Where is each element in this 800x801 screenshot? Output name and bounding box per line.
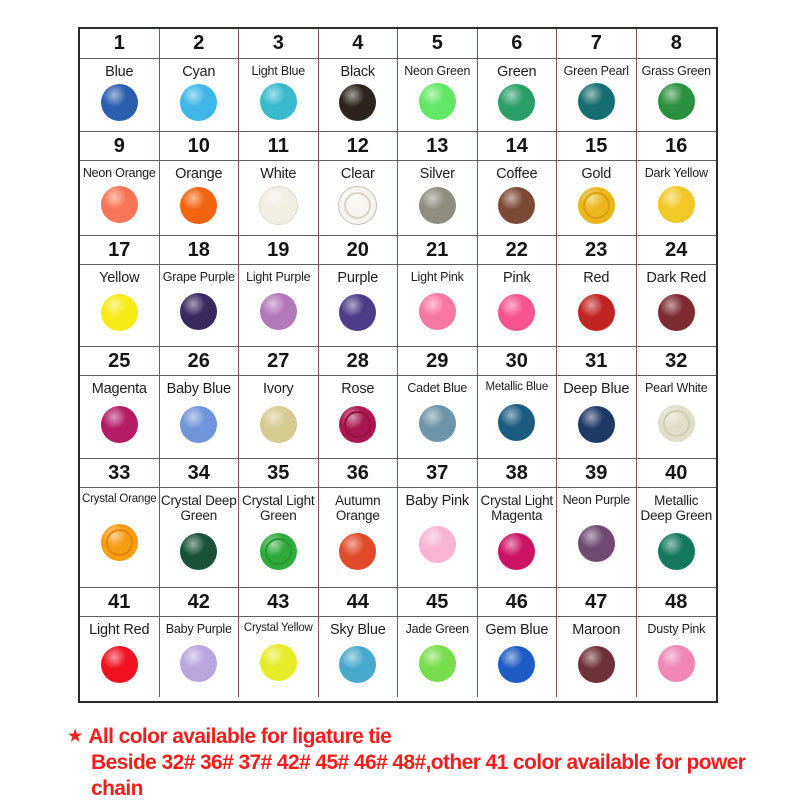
color-name: Baby Purple	[165, 622, 232, 636]
color-cell	[398, 488, 478, 587]
color-name: Pink	[503, 270, 531, 286]
color-number: 8	[637, 29, 717, 59]
color-dot	[339, 646, 376, 683]
color-dot	[101, 646, 138, 683]
color-dot	[578, 406, 615, 443]
color-name: Jade Green	[405, 622, 469, 636]
color-name: Yellow	[99, 270, 140, 286]
color-cell	[160, 265, 240, 346]
color-dot	[658, 83, 695, 120]
color-dot	[658, 186, 695, 223]
color-name: Light Purple	[246, 270, 311, 284]
color-dot	[180, 187, 217, 224]
color-name: Dusty Pink	[647, 622, 706, 636]
star-icon: ★	[68, 728, 83, 745]
dot-inner-ring	[344, 192, 371, 219]
color-dot	[101, 84, 138, 121]
color-name: Clear	[340, 166, 375, 182]
color-number: 1	[80, 29, 160, 59]
color-number: 21	[398, 235, 478, 265]
color-dot	[419, 293, 456, 330]
color-number: 6	[478, 29, 558, 59]
dot-inner-ring	[663, 410, 690, 437]
color-number: 25	[80, 346, 160, 376]
color-cell	[637, 59, 717, 131]
color-dot	[180, 533, 217, 570]
color-cell	[478, 376, 558, 458]
color-name: Orange	[175, 166, 223, 182]
color-dot	[260, 83, 297, 120]
color-dot	[498, 646, 535, 683]
color-dot	[339, 533, 376, 570]
color-number: 24	[637, 235, 717, 265]
color-cell	[478, 265, 558, 346]
color-cell	[239, 59, 319, 131]
color-name: Crystal Yellow	[243, 622, 313, 634]
color-number: 10	[160, 131, 240, 161]
color-number: 34	[160, 458, 240, 488]
color-cell	[160, 617, 240, 697]
color-name: Crystal Light Green	[242, 493, 315, 524]
color-number: 40	[637, 458, 717, 488]
color-cell	[80, 617, 160, 697]
color-number: 15	[557, 131, 637, 161]
color-number: 22	[478, 235, 558, 265]
color-cell	[637, 265, 717, 346]
color-name: Light Red	[89, 622, 150, 638]
color-name: Dark Yellow	[644, 166, 708, 180]
color-cell	[557, 376, 637, 458]
color-name: Gem Blue	[485, 622, 549, 638]
color-cell	[239, 376, 319, 458]
color-number: 31	[557, 346, 637, 376]
color-cell	[637, 376, 717, 458]
color-number: 18	[160, 235, 240, 265]
color-name: Neon Orange	[82, 166, 156, 180]
color-cell	[557, 488, 637, 587]
dot-inner-ring	[344, 411, 371, 438]
color-swatch-table	[78, 27, 718, 703]
color-number: 30	[478, 346, 558, 376]
footer-line1	[68, 724, 800, 750]
color-name: White	[260, 166, 297, 182]
color-number: 16	[637, 131, 717, 161]
color-name: Sky Blue	[329, 622, 386, 638]
color-name: Neon Purple	[562, 493, 630, 507]
color-dot	[180, 293, 217, 330]
color-dot	[101, 186, 138, 223]
color-name: Crystal Deep Green	[160, 493, 237, 524]
color-cell	[478, 617, 558, 697]
color-name: Magenta	[91, 381, 147, 397]
color-cell	[557, 59, 637, 131]
color-number: 41	[80, 587, 160, 617]
color-dot	[260, 406, 297, 443]
color-dot	[419, 526, 456, 563]
color-dot	[658, 405, 695, 442]
color-cell	[239, 488, 319, 587]
color-number: 2	[160, 29, 240, 59]
color-number: 3	[239, 29, 319, 59]
color-name: Cadet Blue	[407, 381, 468, 395]
color-cell	[319, 617, 399, 697]
footer-line1-text: All color available for ligature tie	[88, 725, 392, 748]
color-name: Grass Green	[641, 64, 711, 78]
color-number: 44	[319, 587, 399, 617]
color-name: Gold	[581, 166, 612, 182]
color-cell	[478, 161, 558, 235]
color-cell	[398, 617, 478, 697]
color-number: 13	[398, 131, 478, 161]
color-number: 17	[80, 235, 160, 265]
color-dot	[578, 294, 615, 331]
color-number: 33	[80, 458, 160, 488]
color-name: Light Blue	[251, 64, 306, 78]
color-cell	[637, 488, 717, 587]
color-cell	[160, 376, 240, 458]
color-name: Crystal Light Magenta	[480, 493, 553, 524]
color-dot	[498, 84, 535, 121]
color-name: Dark Red	[646, 270, 707, 286]
color-cell	[80, 161, 160, 235]
color-number: 28	[319, 346, 399, 376]
footer-line2-text: Beside 32# 36# 37# 42# 45# 46# 48#,other 41 color available for power chain	[91, 750, 746, 800]
footer-note	[68, 724, 800, 801]
color-cell	[319, 488, 399, 587]
color-name: Blue	[105, 64, 134, 80]
color-name: Deep Blue	[563, 381, 630, 397]
color-dot	[101, 524, 138, 561]
color-dot	[658, 294, 695, 331]
color-name: Metallic Blue	[485, 381, 549, 393]
color-dot	[180, 84, 217, 121]
color-cell	[637, 617, 717, 697]
color-name: Maroon	[572, 622, 621, 638]
color-dot	[578, 83, 615, 120]
dot-inner-ring	[583, 192, 610, 219]
dot-inner-ring	[106, 529, 133, 556]
color-number: 12	[319, 131, 399, 161]
color-cell	[557, 617, 637, 697]
color-cell	[398, 59, 478, 131]
color-dot	[658, 645, 695, 682]
color-dot	[260, 293, 297, 330]
color-dot	[498, 294, 535, 331]
color-name: Baby Pink	[405, 493, 469, 509]
color-dot	[419, 645, 456, 682]
color-number: 42	[160, 587, 240, 617]
color-number: 46	[478, 587, 558, 617]
color-number: 37	[398, 458, 478, 488]
color-number: 7	[557, 29, 637, 59]
color-cell	[478, 488, 558, 587]
color-dot	[498, 533, 535, 570]
color-name: Metallic Deep Green	[640, 493, 713, 524]
color-cell	[239, 265, 319, 346]
color-cell	[319, 265, 399, 346]
color-name: Ivory	[263, 381, 294, 397]
color-number: 47	[557, 587, 637, 617]
color-dot	[259, 186, 298, 225]
color-number: 36	[319, 458, 399, 488]
color-cell	[239, 617, 319, 697]
color-number: 26	[160, 346, 240, 376]
dot-inner-ring	[265, 538, 292, 565]
color-cell	[398, 161, 478, 235]
color-number: 29	[398, 346, 478, 376]
color-name: Grape Purple	[162, 270, 235, 284]
color-number: 39	[557, 458, 637, 488]
color-number: 45	[398, 587, 478, 617]
color-cell	[80, 265, 160, 346]
color-number: 5	[398, 29, 478, 59]
color-name: Silver	[419, 166, 455, 182]
color-name: Cyan	[182, 64, 216, 80]
color-name: Purple	[337, 270, 379, 286]
color-number: 19	[239, 235, 319, 265]
color-cell	[478, 59, 558, 131]
color-number: 38	[478, 458, 558, 488]
color-dot	[419, 83, 456, 120]
color-cell	[557, 161, 637, 235]
color-dot	[498, 187, 535, 224]
color-name: Light Pink	[410, 270, 464, 284]
color-dot	[260, 533, 297, 570]
color-cell	[319, 161, 399, 235]
color-dot	[578, 187, 615, 224]
color-dot	[578, 525, 615, 562]
color-dot	[101, 294, 138, 331]
color-dot	[180, 406, 217, 443]
color-name: Autumn Orange	[335, 493, 381, 524]
color-number: 9	[80, 131, 160, 161]
color-cell	[80, 59, 160, 131]
color-name: Red	[583, 270, 610, 286]
color-dot	[338, 186, 377, 225]
color-number: 20	[319, 235, 399, 265]
color-name: Green	[497, 64, 537, 80]
color-cell	[80, 376, 160, 458]
color-dot	[101, 406, 138, 443]
color-dot	[658, 533, 695, 570]
color-name: Pearl White	[645, 381, 708, 395]
color-dot	[339, 294, 376, 331]
color-cell	[319, 59, 399, 131]
color-number: 48	[637, 587, 717, 617]
color-cell	[80, 488, 160, 587]
color-number: 35	[239, 458, 319, 488]
color-name: Neon Green	[404, 64, 471, 78]
color-name: Black	[340, 64, 375, 80]
color-dot	[419, 405, 456, 442]
color-number: 43	[239, 587, 319, 617]
color-number: 14	[478, 131, 558, 161]
color-name: Baby Blue	[166, 381, 231, 397]
color-cell	[239, 161, 319, 235]
color-cell	[557, 265, 637, 346]
color-dot	[339, 406, 376, 443]
color-number: 11	[239, 131, 319, 161]
color-cell	[398, 376, 478, 458]
color-cell	[160, 161, 240, 235]
color-number: 23	[557, 235, 637, 265]
color-cell	[160, 488, 240, 587]
color-cell	[398, 265, 478, 346]
color-dot	[260, 644, 297, 681]
color-cell	[637, 161, 717, 235]
color-name: Crystal Orange	[81, 493, 157, 505]
color-name: Coffee	[496, 166, 538, 182]
color-number: 32	[637, 346, 717, 376]
color-dot	[180, 645, 217, 682]
color-dot	[578, 646, 615, 683]
color-dot	[498, 404, 535, 441]
color-name: Rose	[341, 381, 375, 397]
color-number: 4	[319, 29, 399, 59]
color-name: Green Pearl	[563, 64, 629, 78]
color-cell	[160, 59, 240, 131]
color-dot	[419, 187, 456, 224]
color-cell	[319, 376, 399, 458]
color-number: 27	[239, 346, 319, 376]
color-dot	[339, 84, 376, 121]
